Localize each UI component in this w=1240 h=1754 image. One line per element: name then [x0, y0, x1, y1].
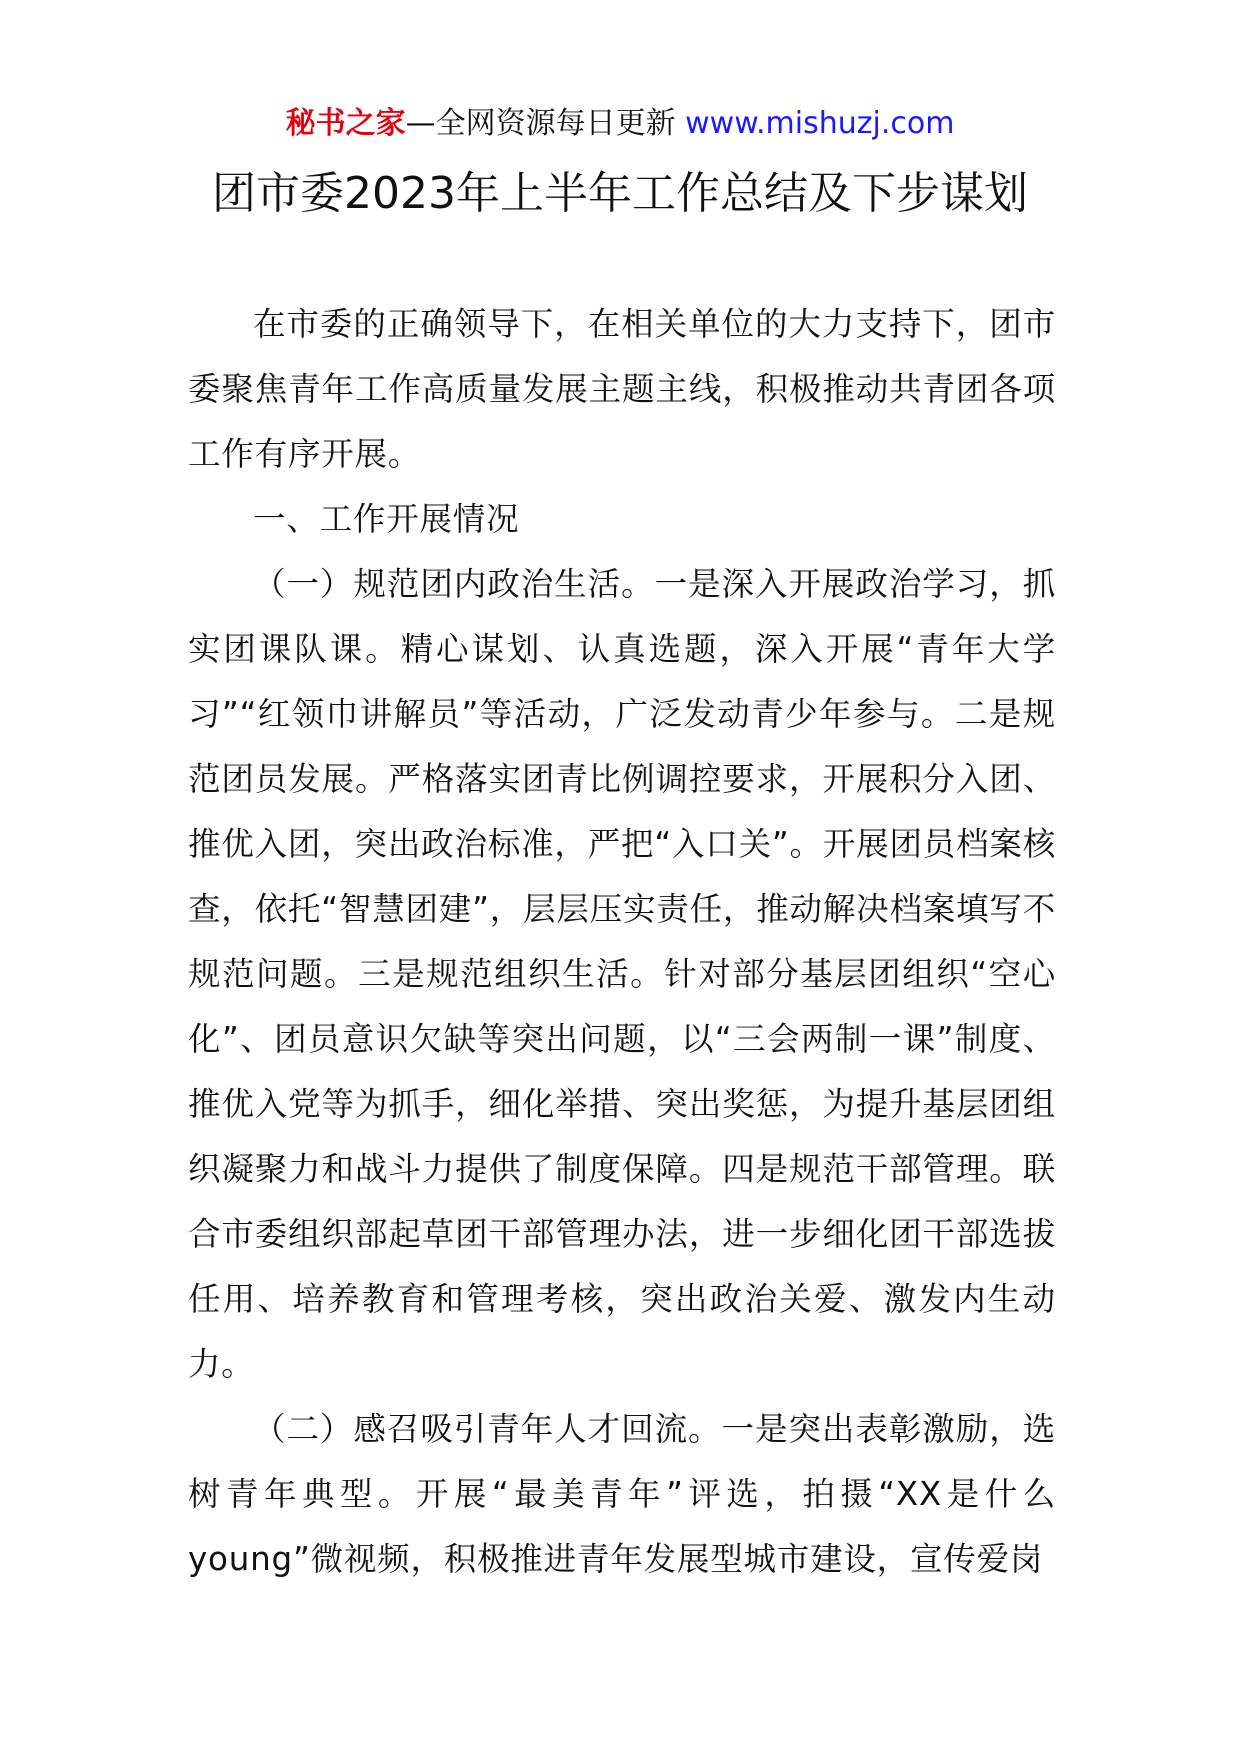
document-body	[188, 292, 1056, 1592]
document-title: 团市委2023年上半年工作总结及下步谋划	[212, 168, 1028, 219]
paragraph-intro: 在市委的正确领导下，在相关单位的大力支持下，团市委聚焦青年工作高质量发展主题主线，积极推动共青团各项工作有序开展。	[188, 305, 1056, 473]
site-url[interactable]: www.mishuzj.com	[685, 106, 955, 141]
site-header	[0, 100, 1240, 148]
section-heading: 一、工作开展情况	[253, 500, 520, 538]
paragraph-section-1: （一）规范团内政治生活。一是深入开展政治学习，抓实团课队课。精心谋划、认真选题，深入开展“青年大学习”“红领巾讲解员”等活动，广泛发动青少年参与。二是规范团员发展。严格落实团青比例调控要求，开展积分入团、推优入团，突出政治标准，严把“入口关”。开展团员档案核查，依托“智慧团建”，层层压实责任，推动解决档案填写不规范问题。三是规范组织生活。针对部分基层团组织“空心化”、团员意识欠缺等突出问题，以“三会两制一课”制度、推优入党等为抓手，细化举措、突出奖惩，为提升基层团组织凝聚力和战斗力提供了制度保障。四是规范干部管理。联合市委组织部起草团干部管理办法，进一步细化团干部选拔任用、培养教育和管理考核，突出政治关爱、激发内生动力。	[188, 565, 1056, 1383]
brand-name: 秘书之家	[285, 106, 406, 141]
paragraph-section-2: （二）感召吸引青年人才回流。一是突出表彰激励，选树青年典型。开展“最美青年”评选，拍摄“XX是什么young”微视频，积极推进青年发展型城市建设，宣传爱岗	[188, 1410, 1056, 1578]
header-slogan: —全网资源每日更新	[405, 106, 686, 141]
